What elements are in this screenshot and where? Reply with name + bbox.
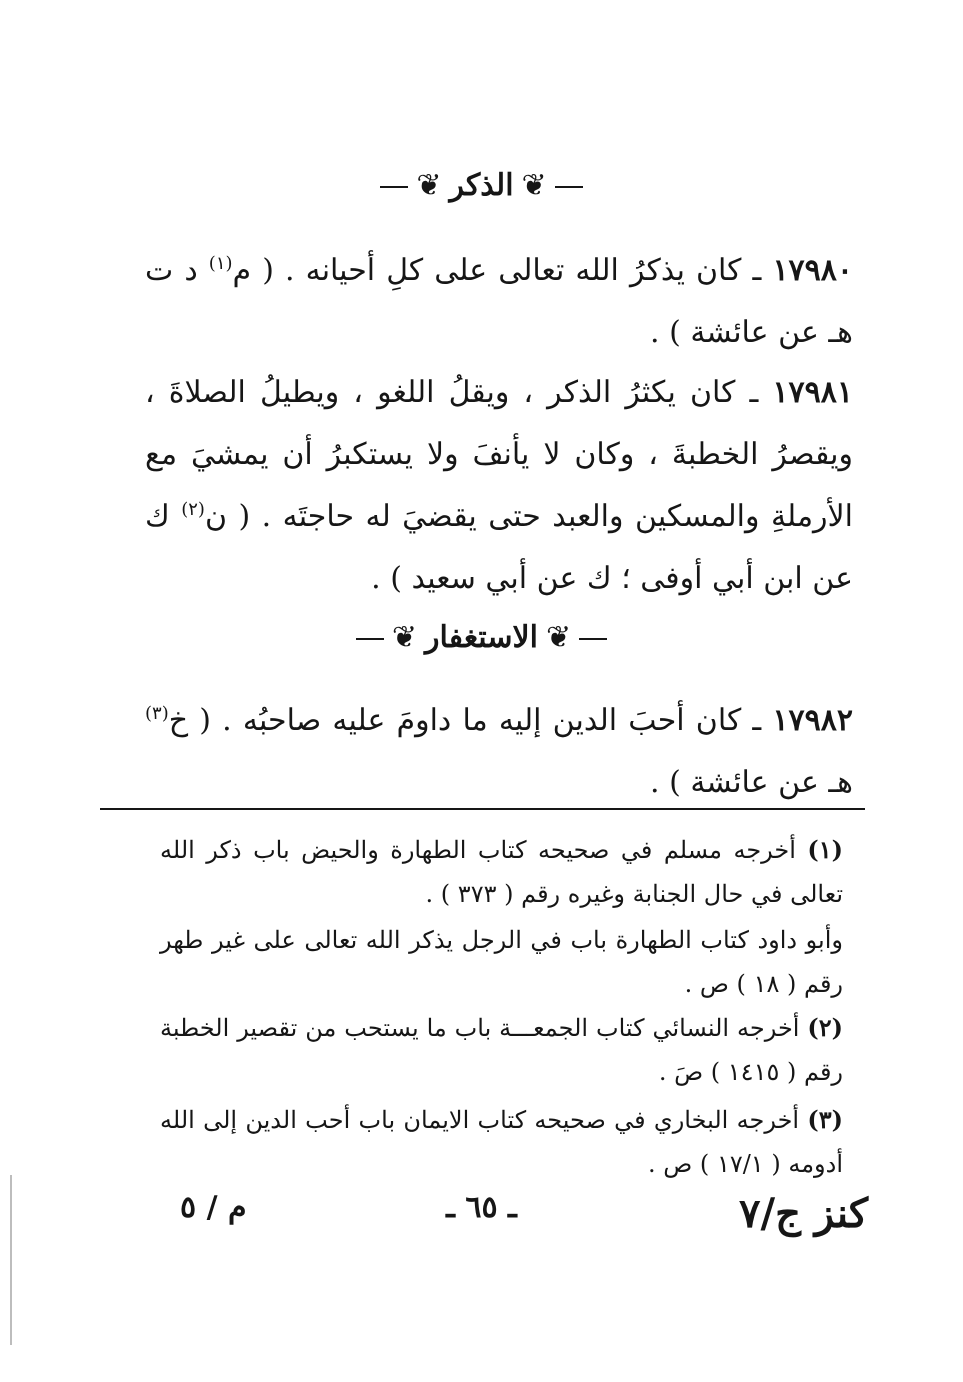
- footnote-ref: (٢): [181, 499, 205, 520]
- footnote: [160, 1098, 843, 1186]
- footnote: [160, 918, 843, 1006]
- footnote-text: وأبو داود كتاب الطهارة باب في الرجل يذكر الله تعالى على غير طهر رقم ( ١٨ ) ص .: [160, 926, 843, 998]
- footnote-text: أخرجه النسائي كتاب الجمعـــة باب ما يستحب من تقصير الخطبة رقم ( ١٤١٥ ) صَ .: [160, 1014, 843, 1086]
- footnote-number: (٣): [807, 1105, 843, 1134]
- section-heading-istighfar: [0, 620, 963, 655]
- entry-number: ١٧٩٨٠: [772, 253, 854, 288]
- ornament-line: [555, 186, 583, 188]
- hadith-entry: [145, 362, 853, 610]
- section-title: الاستغفار: [425, 620, 538, 655]
- entry-number: ١٧٩٨٢: [772, 703, 853, 738]
- entry-text: ـ كان يذكرُ الله تعالى على كلِ أحيانه . ( م: [232, 253, 762, 288]
- entry-source: د ت هـ عن عائشة ) .: [145, 253, 853, 350]
- footnote-ref: (١): [208, 253, 233, 274]
- footnote-separator: [100, 808, 865, 810]
- ornament-line: [579, 638, 607, 640]
- section-heading-dhikr: [0, 168, 963, 203]
- footer-signature: كنز ج/٧: [738, 1190, 868, 1237]
- ornament-icon: ❦: [416, 168, 442, 203]
- footnote-ref: (٣): [145, 703, 169, 724]
- footnote-number: (١): [807, 835, 843, 864]
- entry-number: ١٧٩٨١: [772, 375, 853, 410]
- entry-text: ـ كان يكثرُ الذكر ، ويقلُ اللغو ، ويطيلُ الصلاةَ ، ويقصرُ الخطبةَ ، وكان لا يأنفَ ولا يستكبرُ أن يمشيَ مع الأرملةِ والمسكين والعبد حتى يقضيَ له حاجتَه . ( ن: [145, 375, 853, 534]
- footnote-number: (٢): [807, 1013, 843, 1042]
- page-number: ـ ٦٥ ـ: [446, 1190, 517, 1225]
- ornament-icon: ❦: [521, 168, 547, 203]
- footnote: [160, 828, 843, 916]
- footer-mark: م / ٥: [180, 1190, 247, 1225]
- ornament-icon: ❦: [545, 620, 572, 655]
- ornament-line: [356, 638, 384, 640]
- ornament-line: [380, 186, 408, 188]
- ornament-icon: ❦: [391, 620, 418, 655]
- entry-source: هـ عن عائشة ) .: [650, 765, 853, 800]
- footnote-text: أخرجه مسلم في صحيحه كتاب الطهارة والحيض باب ذكر الله تعالى في حال الجنابة وغيره رقم ( ٣٧٣ ) .: [160, 836, 843, 908]
- section-title: الذكر: [449, 168, 514, 203]
- hadith-entry: [145, 690, 853, 814]
- footnote: [160, 1006, 843, 1094]
- footnote-text: أخرجه البخاري في صحيحه كتاب الايمان باب أحب الدين إلى الله أدومه ( ١٧/١ ) ص .: [160, 1106, 843, 1178]
- entry-source: ك عن ابن أبي أوفى ؛ ك عن أبي سعيد ) .: [145, 499, 853, 596]
- hadith-entry: [145, 240, 853, 364]
- entry-text: ـ كان أحبَ الدين إليه ما داومَ عليه صاحبُه . ( خ: [168, 703, 762, 738]
